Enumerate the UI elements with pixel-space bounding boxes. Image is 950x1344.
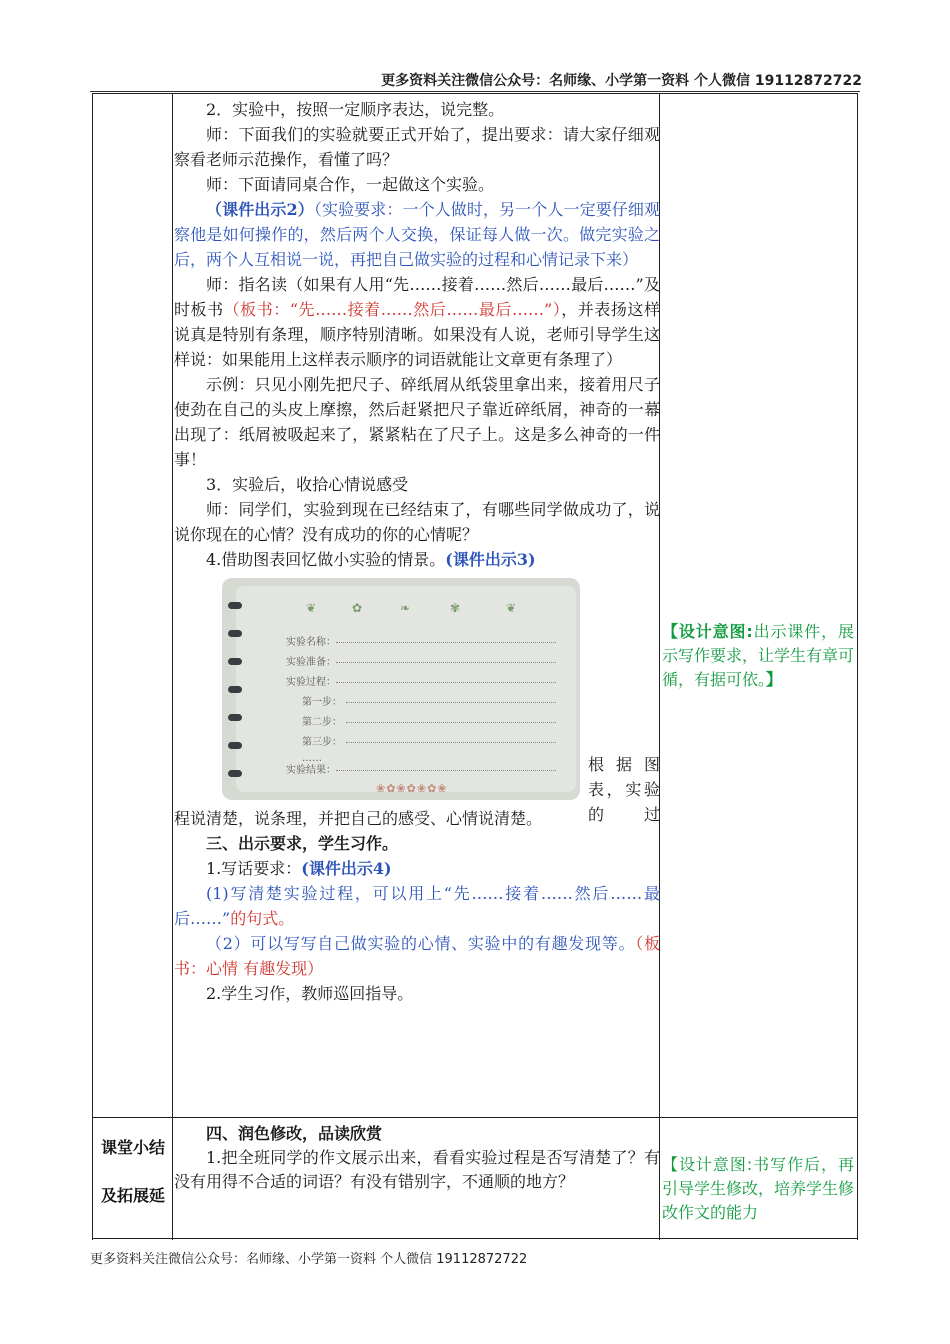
dotted-line xyxy=(346,742,556,743)
leaf-decoration-icon: ❦ xyxy=(306,601,317,615)
paragraph: 2.学生习作，教师巡回指导。 xyxy=(206,984,414,1003)
row-label: 课堂小结 xyxy=(100,1138,165,1157)
binder-ring-icon xyxy=(228,770,242,777)
binder-ring-icon xyxy=(228,742,242,749)
flower-garland-icon: ❀✿❀✿❀✿❀ xyxy=(376,782,448,795)
dotted-line xyxy=(336,770,556,771)
paragraph: 1.把全班同学的作文展示出来，看看实验过程是否写清楚了？有没有用得不合适的词语？有没有错别字，不通顺的地方？ xyxy=(174,1148,660,1191)
board-note: （板书：“先……接着……然后……最后……”） xyxy=(223,300,562,319)
summary-content-cell xyxy=(174,1122,660,1194)
header-rule xyxy=(90,91,860,92)
paragraph xyxy=(174,856,660,881)
flower-decoration-icon: ✾ xyxy=(450,601,461,615)
paragraph: 师：下面我们的实验就要正式开始了，提出要求：请大家仔细观察看老师示范操作，看懂了吗？ xyxy=(174,125,660,169)
leaf-decoration-icon: ❦ xyxy=(506,601,517,615)
row-label: 及拓展延 xyxy=(100,1186,165,1205)
intent-close: 】 xyxy=(766,670,783,689)
binder-ring-icon xyxy=(228,602,242,609)
courseware-ref: （课件出示2） xyxy=(206,200,314,219)
binder-ring-icon xyxy=(228,658,242,665)
card-line: 实验准备： xyxy=(286,657,336,668)
dotted-line xyxy=(336,642,556,643)
main-content-cell xyxy=(174,97,660,1006)
text-run: 4.借助图表回忆做小实验的情景。 xyxy=(206,550,446,569)
table-border-top xyxy=(92,93,858,94)
paragraph-example: 示例：只见小刚先把尺子、碎纸屑从纸袋里拿出来，接着用尺子使劲在自己的头皮上摩擦，然后赶紧把尺子靠近碎纸屑，神奇的一幕出现了：纸屑被吸起来了，紧紧粘在了尺子上。这是多么神奇的一件事！ xyxy=(174,375,660,469)
card-line: 第一步： xyxy=(302,697,342,708)
experiment-record-card-image xyxy=(222,578,580,800)
card-line: 实验过程： xyxy=(286,677,336,688)
paragraph xyxy=(174,881,660,931)
dotted-line xyxy=(336,662,556,663)
paragraph xyxy=(174,272,660,372)
red-note: 的句式。 xyxy=(230,909,295,928)
binder-ring-icon xyxy=(228,630,242,637)
table-row-divider xyxy=(92,1117,858,1118)
leaf-decoration-icon: ❧ xyxy=(400,601,411,615)
courseware-ref: (课件出示4) xyxy=(301,859,392,878)
page-header: 更多资料关注微信公众号：名师缘、小学第一资料 个人微信 19112872722 xyxy=(381,73,862,89)
table-border-left xyxy=(92,93,93,1240)
paragraph: 师：下面请同桌合作，一起做这个实验。 xyxy=(206,175,495,194)
page-footer: 更多资料关注微信公众号：名师缘、小学第一资料 个人微信 19112872722 xyxy=(90,1252,528,1267)
text-run: ，并表扬这样说真是特别有条理，顺序特别清晰。如果没有人说，老师引导学生这样说：如果能用上这样表示顺序的词语就能让文章更有条理了） xyxy=(174,300,660,369)
binder-ring-icon xyxy=(228,714,242,721)
side-text: 根据图表，实验的过 xyxy=(588,755,660,824)
text-run: (1)写清楚实验过程，可以用上“先……接着……然后……最后……” xyxy=(174,884,660,928)
design-intent-note: 【设计意图:书写作后，再引导学生修改，培养学生修改作文的能力 xyxy=(662,1155,855,1222)
paragraph xyxy=(174,547,660,572)
table-border-bottom xyxy=(92,1238,858,1239)
requirement-text: （实验要求：一个人做时，另一个人一定要仔细观察他是如何操作的，然后两个人交换，保证每人做一次。做完实验之后，两个人互相说一说，再把自己做实验的过程和心情记录下来） xyxy=(174,200,660,269)
text-run: （2）可以写写自己做实验的心情、实验中的有趣发现等。 xyxy=(206,934,636,953)
paragraph: 2．实验中，按照一定顺序表达，说完整。 xyxy=(206,100,505,119)
board-note: （板书：心情 有趣发现） xyxy=(174,934,660,978)
lesson-table xyxy=(92,93,858,1240)
section-heading: 四、润色修改，品读欣赏 xyxy=(206,1124,383,1143)
paragraph xyxy=(174,931,660,981)
intent-text: 出示课件，展示写作要求，让学生有章可循，有据可依。 xyxy=(662,622,855,689)
section-heading: 三、出示要求，学生习作。 xyxy=(206,834,399,853)
binder-ring-icon xyxy=(228,686,242,693)
dotted-line xyxy=(336,682,556,683)
card-line: 实验结果： xyxy=(286,765,336,776)
table-divider-1 xyxy=(172,93,173,1240)
dotted-line xyxy=(346,722,556,723)
paragraph: 3．实验后，收拾心情说感受 xyxy=(206,475,409,494)
text-run: 师：指名读（如果有人用“先……接着……然后……最后……”及时板书 xyxy=(174,275,660,319)
table-border-right xyxy=(857,93,858,1240)
design-intent-note xyxy=(662,620,854,692)
paragraph: 程说清楚，说条理，并把自己的感受、心情说清楚。 xyxy=(174,809,543,828)
paragraph: 师：同学们，实验到现在已经结束了，有哪些同学做成功了，说说你现在的心情？没有成功的你的心情呢？ xyxy=(174,500,660,544)
card-line: 第二步： xyxy=(302,717,342,728)
card-paper xyxy=(236,586,576,795)
text-run: 1.写话要求： xyxy=(206,859,302,878)
flower-decoration-icon: ✿ xyxy=(352,601,363,615)
card-line: 第三步： xyxy=(302,737,342,748)
courseware-ref: (课件出示3) xyxy=(445,550,536,569)
card-line: 实验名称： xyxy=(286,637,336,648)
intent-label: 【设计意图: xyxy=(662,622,753,641)
card-line: …… xyxy=(302,753,322,764)
dotted-line xyxy=(346,702,556,703)
paragraph-requirements xyxy=(174,197,660,272)
